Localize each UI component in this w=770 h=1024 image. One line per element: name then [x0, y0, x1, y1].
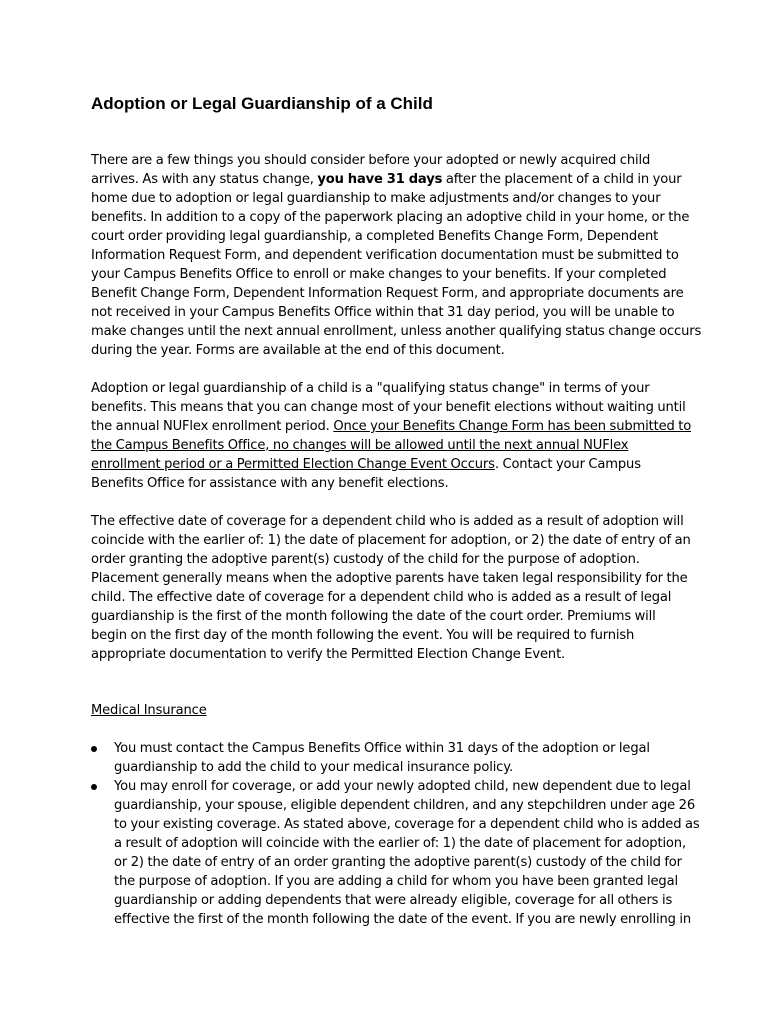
- text-segment: . Contact your Campus: [494, 457, 641, 472]
- text-line: [91, 417, 691, 436]
- list-item: [91, 777, 711, 929]
- paragraph-effective-date: [91, 512, 691, 664]
- text-line: [91, 455, 691, 474]
- text-line: guardianship, your spouse, eligible dependent children, and any stepchildren under age 26: [114, 798, 696, 813]
- underlined-notice: the Campus Benefits Office, no changes will be allowed until the next annual NUFlex: [91, 438, 629, 453]
- text-line: [91, 436, 691, 455]
- text-line: or 2) the date of entry of an order granting the adoptive parent(s) custody of the child for: [114, 855, 682, 870]
- underlined-notice: enrollment period or a Permitted Election Change Event Occurs: [91, 457, 495, 472]
- text-line: You may enroll for coverage, or add your newly adopted child, new dependent due to legal: [114, 779, 691, 794]
- text-line: effective the first of the month following the date of the event. If you are newly enrolling in: [114, 912, 692, 927]
- text-line: the purpose of adoption. If you are adding a child for whom you have been granted legal: [114, 874, 678, 889]
- text-line: coincide with the earlier of: 1) the date of placement for adoption, or 2) the date of entry of an: [91, 533, 691, 548]
- text-segment: the annual NUFlex enrollment period.: [91, 419, 334, 434]
- text-line: Adoption or legal guardianship of a child is a "qualifying status change" in terms of your: [91, 381, 650, 396]
- bullet-icon: [91, 784, 97, 790]
- emphasis-31-days: you have 31 days: [317, 172, 443, 187]
- text-line: child. The effective date of coverage for a dependent child who is added as a result of legal: [91, 590, 672, 605]
- text-line: guardianship to add the child to your medical insurance policy.: [114, 760, 513, 775]
- paragraph-intro: [91, 151, 702, 360]
- text-segment: arrives. As with any status change,: [91, 172, 318, 187]
- text-line: benefits. This means that you can change most of your benefit elections without waiting until: [91, 400, 686, 415]
- text-line: appropriate documentation to verify the Permitted Election Change Event.: [91, 647, 566, 662]
- text-line: There are a few things you should consider before your adopted or newly acquired child: [91, 153, 651, 168]
- text-line: home due to adoption or legal guardianship to make adjustments and/or changes to your: [91, 191, 661, 206]
- list-item: [91, 739, 711, 777]
- text-line: Information Request Form, and dependent verification documentation must be submitted to: [91, 248, 679, 263]
- text-line: order granting the adoptive parent(s) custody of the child for the purpose of adoption.: [91, 552, 640, 567]
- text-line: guardianship is the first of the month following the date of the court order. Premiums will: [91, 609, 656, 624]
- text-line: benefits. In addition to a copy of the paperwork placing an adoptive child in your home, or the: [91, 210, 690, 225]
- bullet-icon: [91, 746, 97, 752]
- text-line: begin on the first day of the month following the event. You will be required to furnish: [91, 628, 635, 643]
- text-line: during the year. Forms are available at the end of this document.: [91, 343, 505, 358]
- text-line: a result of adoption will coincide with the earlier of: 1) the date of placement for adoption,: [114, 836, 686, 851]
- text-line: [91, 170, 691, 189]
- text-line: your Campus Benefits Office to enroll or make changes to your benefits. If your completed: [91, 267, 667, 282]
- text-line: guardianship or adding dependents that were already eligible, coverage for all others is: [114, 893, 673, 908]
- section-heading-medical-insurance: [91, 701, 691, 720]
- medical-insurance-bullet-list: [91, 739, 711, 929]
- text-line: Benefits Office for assistance with any benefit elections.: [91, 476, 449, 491]
- text-line: court order providing legal guardianship, a completed Benefits Change Form, Dependent: [91, 229, 659, 244]
- text-line: You must contact the Campus Benefits Office within 31 days of the adoption or legal: [114, 741, 650, 756]
- text-line: Placement generally means when the adoptive parents have taken legal responsibility for the: [91, 571, 688, 586]
- underlined-notice: Once your Benefits Change Form has been submitted to: [333, 419, 692, 434]
- text-line: The effective date of coverage for a dependent child who is added as a result of adoption will: [91, 514, 684, 529]
- text-line: make changes until the next annual enrollment, unless another qualifying status change occurs: [91, 324, 702, 339]
- text-line: not received in your Campus Benefits Office within that 31 day period, you will be unable to: [91, 305, 675, 320]
- text-line: Benefit Change Form, Dependent Information Request Form, and appropriate documents are: [91, 286, 684, 301]
- text-line: to your existing coverage. As stated above, coverage for a dependent child who is added as: [114, 817, 700, 832]
- text-segment: after the placement of a child in your: [442, 172, 682, 187]
- paragraph-qualifying-status: [91, 379, 691, 493]
- document-title: Adoption or Legal Guardianship of a Child: [91, 94, 433, 113]
- section-heading-text: Medical Insurance: [91, 703, 207, 718]
